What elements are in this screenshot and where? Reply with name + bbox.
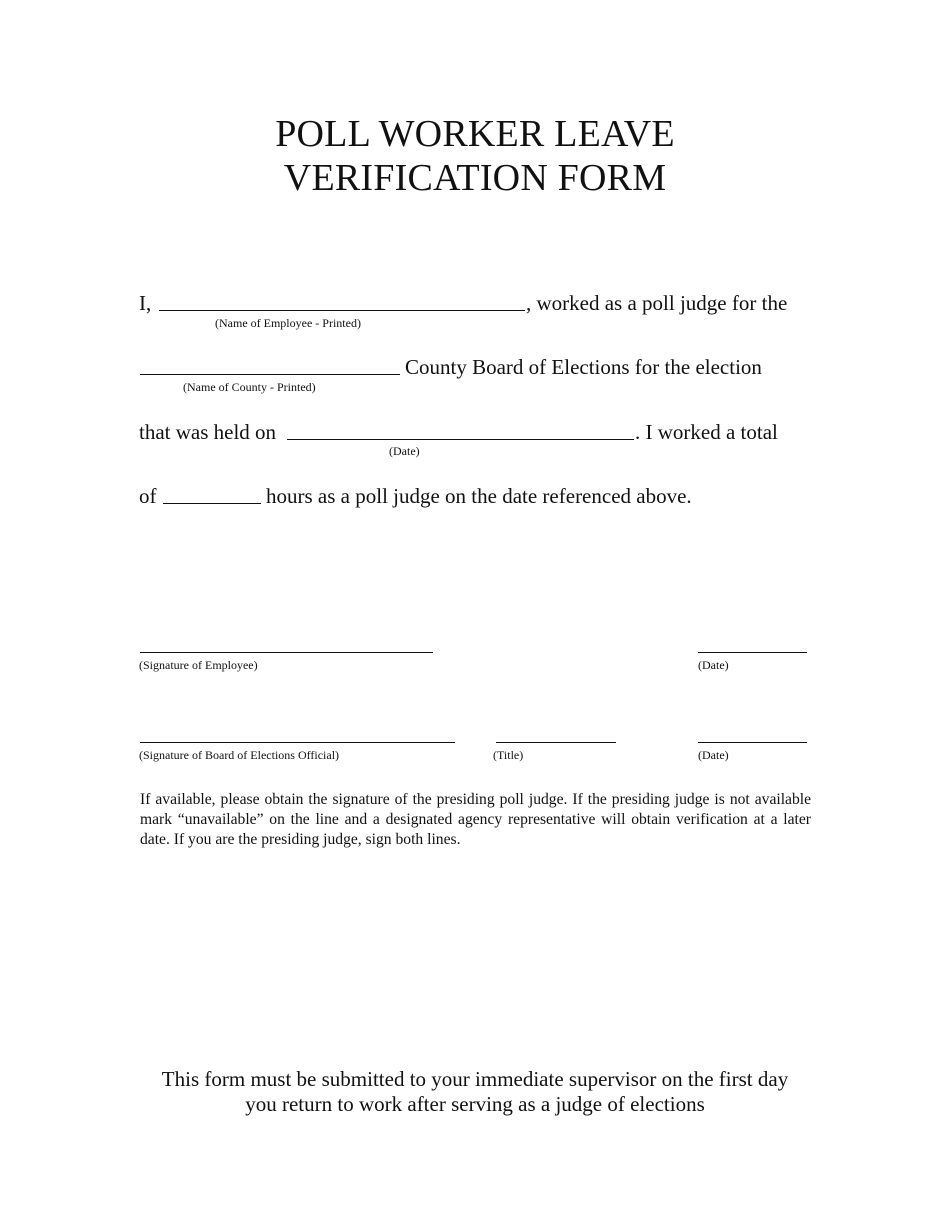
statement-line-1-suffix: , worked as a poll judge for the [526,291,788,315]
employee-signature-caption: (Signature of Employee) [139,658,258,672]
official-signature-line[interactable] [140,742,455,743]
statement-line-4-suffix: hours as a poll judge on the date referenced above. [266,484,692,508]
submission-notice-line-1: This form must be submitted to your immediate supervisor on the first day [161,1067,789,1091]
form-title [0,112,950,200]
employee-name-field[interactable] [159,310,525,311]
employee-name-caption: (Name of Employee - Printed) [215,316,361,330]
statement-line-3-suffix: . I worked a total [635,420,778,444]
form-title-line-2: VERIFICATION FORM [283,157,667,199]
form-title-line-1: POLL WORKER LEAVE [275,113,675,155]
instructions-paragraph: If available, please obtain the signature of the presiding poll judge. If the presiding judge is not available mark “unavailable” on the line and a designated agency representative will obtain verification at a later date. If you are the presiding judge, sign both lines. [140,791,811,848]
official-title-caption: (Title) [493,748,524,762]
submission-notice [0,1067,950,1117]
submission-notice-line-2: you return to work after serving as a judge of elections [245,1092,705,1116]
statement-line-4-prefix: of [139,484,157,508]
election-date-caption: (Date) [389,444,420,458]
county-name-caption: (Name of County - Printed) [183,380,316,394]
employee-signature-line[interactable] [140,652,433,653]
official-date-line[interactable] [698,742,807,743]
employee-date-caption: (Date) [698,658,729,672]
official-title-line[interactable] [496,742,616,743]
employee-date-line[interactable] [698,652,807,653]
election-date-field[interactable] [287,439,634,440]
county-name-field[interactable] [140,374,400,375]
official-date-caption: (Date) [698,748,729,762]
statement-line-2-suffix: County Board of Elections for the election [405,355,762,379]
statement-line-3-prefix: that was held on [139,420,277,444]
official-signature-caption: (Signature of Board of Elections Official) [139,748,340,762]
hours-worked-field[interactable] [163,503,261,504]
statement-prefix-i: I, [139,291,152,315]
